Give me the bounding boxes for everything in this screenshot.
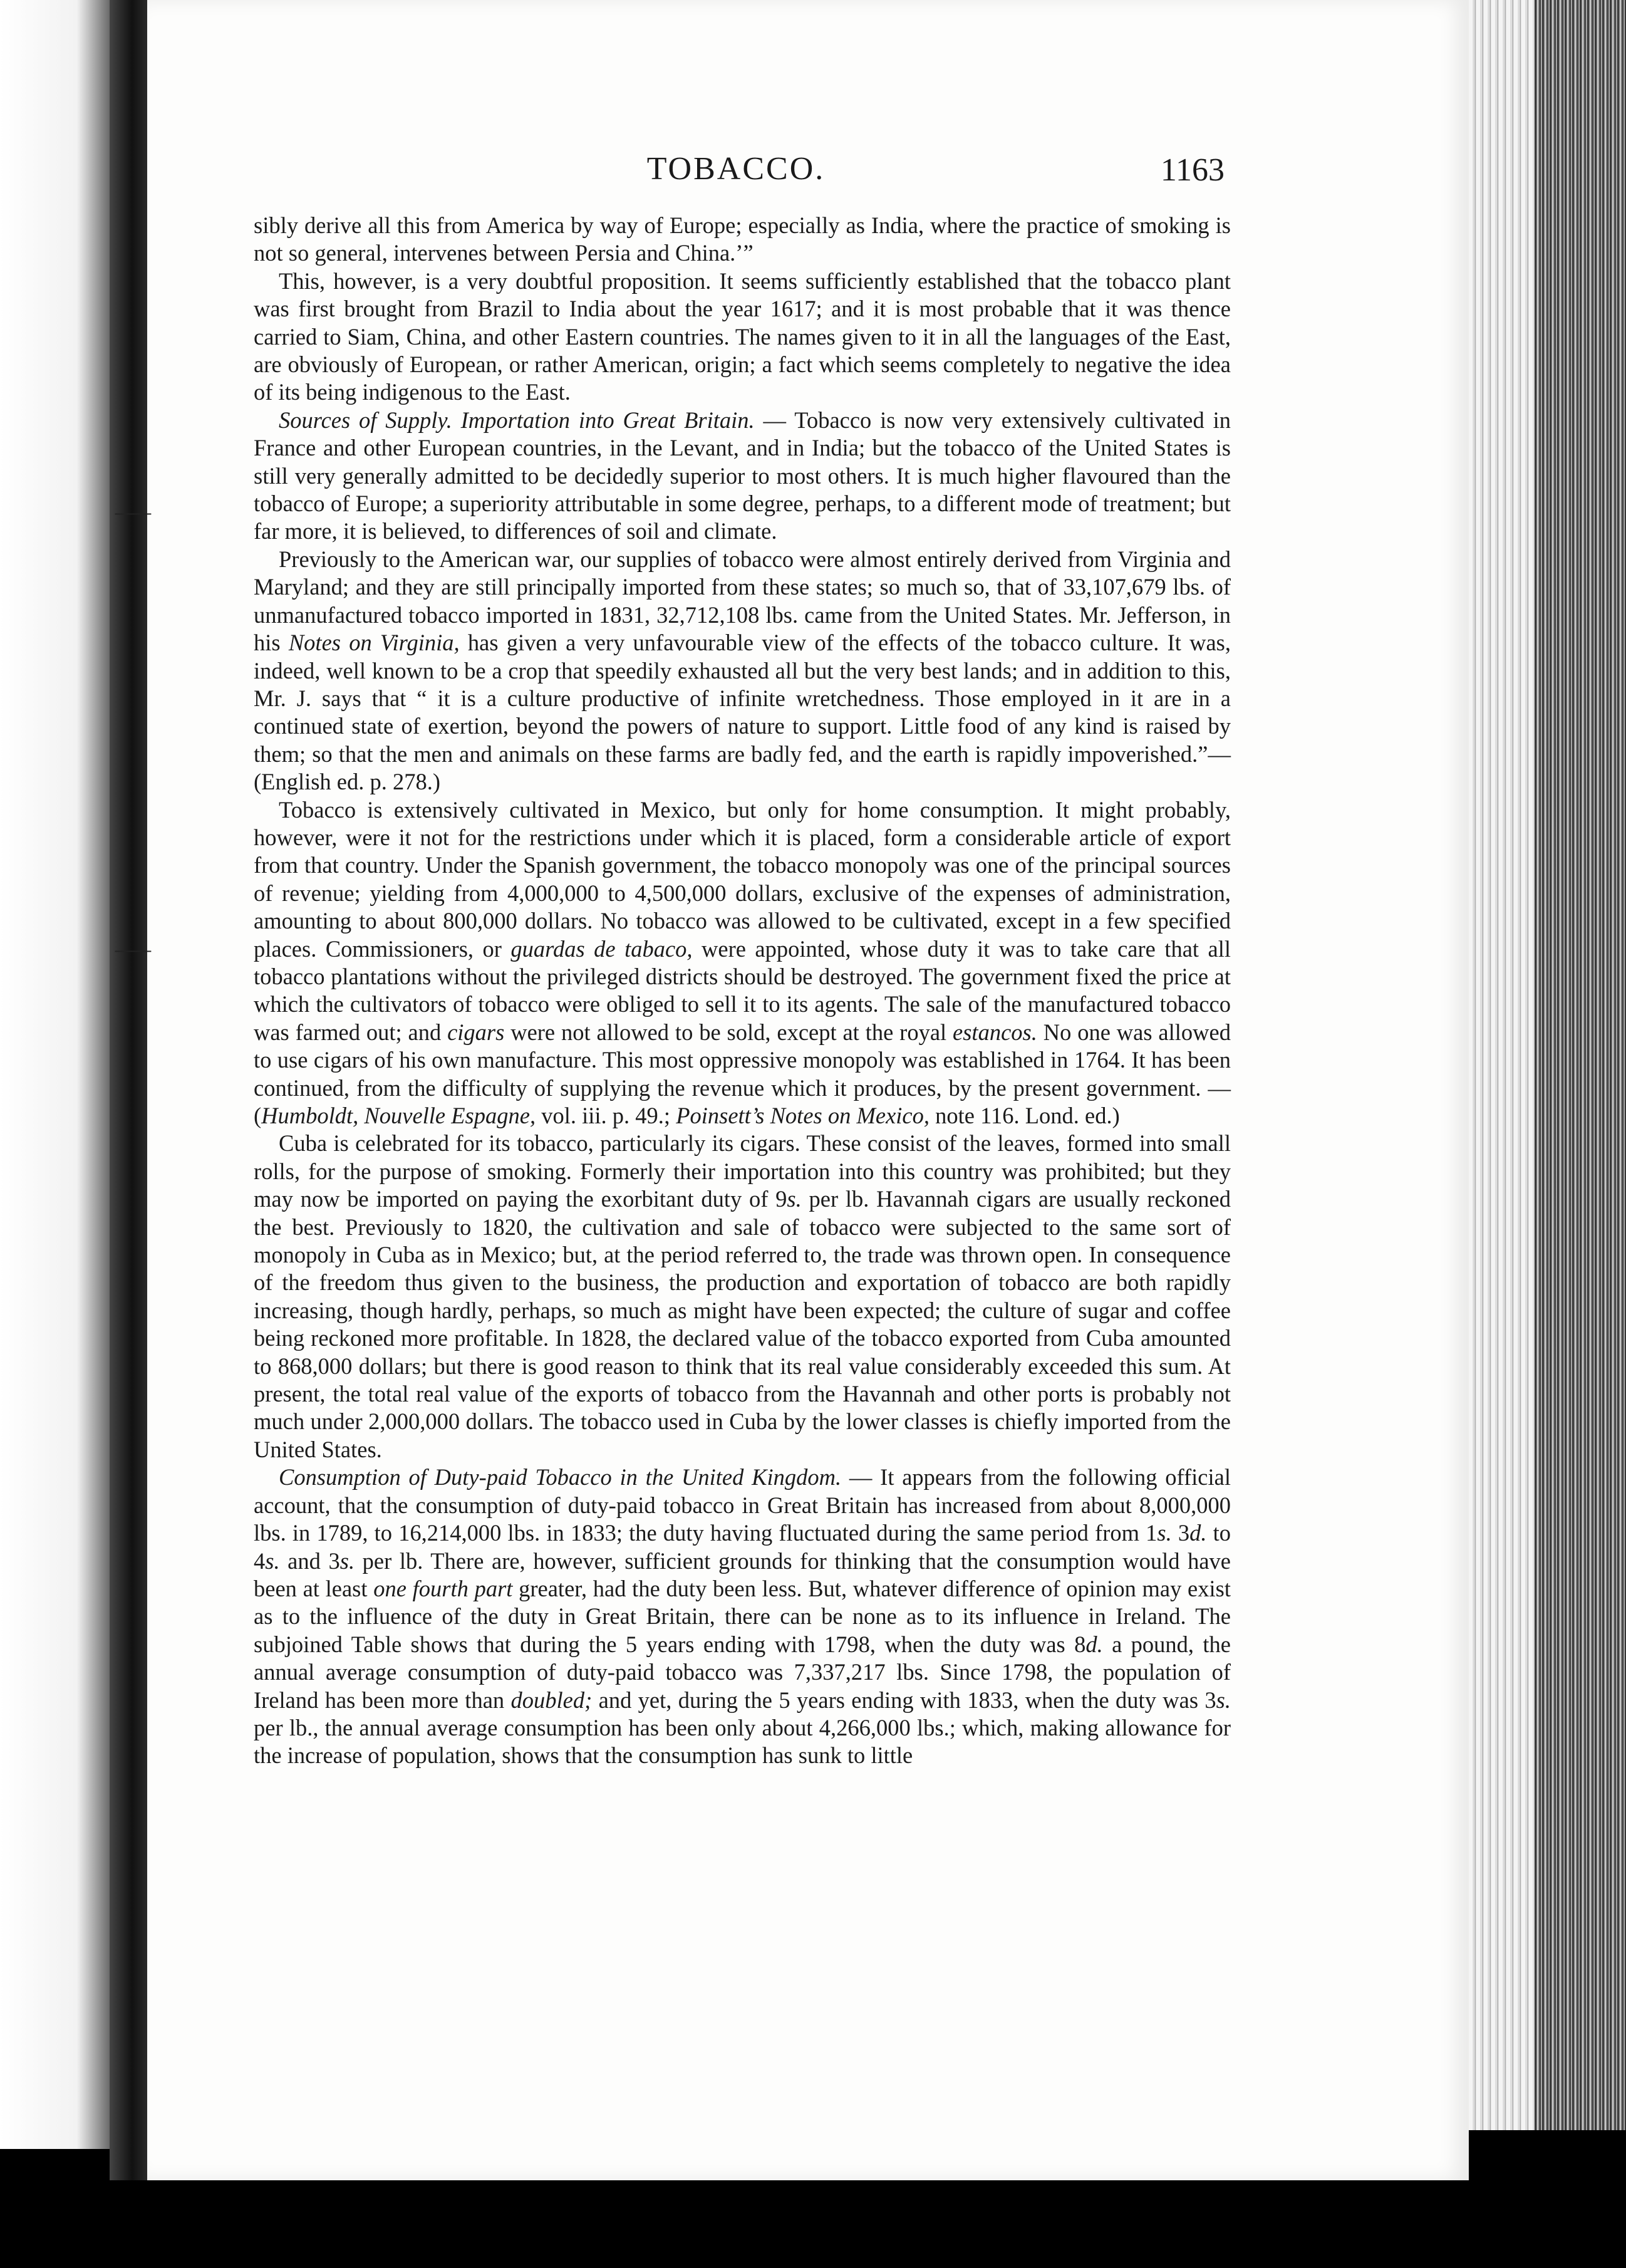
text-run: and 3: [279, 1548, 340, 1574]
italic-run: doubled;: [510, 1687, 593, 1713]
text-run: Cuba is celebrated for its tobacco, particularly its cigars. These consist of the leaves, formed into small rolls, for the purpose of smoking. Formerly their importation into this country was prohibited; but they may now be imported on paying the exorbitant duty of 9: [254, 1130, 1231, 1212]
text-run: This, however, is a very doubtful proposition. It seems sufficiently established that the tobacco plant was first brought from Brazil to India about the year 1617; and it is most probable that it was thence carried to Siam, China, and other Eastern countries. The names given to it in all the languages of the East, are obviously of European, or rather American, origin; a fact which seems completely to negative the idea of its being indigenous to the East.: [254, 268, 1231, 405]
italic-run: estancos.: [953, 1019, 1037, 1045]
italic-run: s.: [339, 1548, 355, 1574]
text-run: Tobacco is extensively cultivated in Mexico, but only for home consumption. It might probably, however, were it not for the restrictions under which it is placed, form a considerable article of export from that country. Under the Spanish government, the tobacco monopoly was one of the principal sources of revenue; yielding from 4,000,000 to 4,500,000 dollars, exclusive of the expenses of administration, amounting to about 800,000 dollars. No tobacco was allowed to be cultivated, except in a few specified places. Commissioners, or: [254, 796, 1231, 962]
italic-run: Notes on Virginia,: [288, 630, 460, 656]
italic-run: cigars: [447, 1019, 505, 1045]
page-number: 1163: [1160, 152, 1225, 188]
italic-run: d.: [1189, 1520, 1207, 1546]
paragraph: [254, 268, 1231, 407]
page-fore-edge-shadow: [1535, 0, 1626, 2130]
italic-run: Sources of Supply. Importation into Great Britain.: [279, 407, 755, 433]
italic-run: guardas de tabaco,: [510, 935, 693, 962]
italic-run: Humboldt, Nouvelle Espagne,: [261, 1103, 536, 1128]
book-gutter: [110, 0, 147, 2180]
italic-run: s.: [1216, 1687, 1231, 1713]
margin-tick-mark: ⸺: [114, 937, 152, 962]
text-run: greater, had the duty been less. But, whatever difference of opinion may exist as to the influence of the duty in Great Britain, there can be none as to its influence in Ireland. The subjoined Table shows that during the 5 years ending with 1798, when the duty was 8: [254, 1575, 1231, 1657]
text-run: per lb., the annual average consumption has been only about 4,266,000 lbs.; which, making allowance for the increase of population, shows that the consumption has sunk to little: [254, 1714, 1231, 1769]
text-run: were not allowed to be sold, except at the royal: [504, 1019, 953, 1045]
text-run: note 116. Lond. ed.): [930, 1103, 1120, 1128]
text-run: No one was allowed to use cigars of his own manufacture. This most oppressive monopoly was established in 1764. It has been continued, from the difficulty of supplying the revenue which it produces, by the present government. — (: [254, 1019, 1231, 1128]
page-header: [247, 150, 1225, 200]
text-run: — Tobacco is now very extensively cultivated in France and other European countries, in the Levant, and in India; but the tobacco of the United States is still very generally admitted to be decidedly superior to most others. It is much higher flavoured than the tobacco of Europe; a superiority attributable in some degree, perhaps, to a different mode of treatment; but far more, it is believed, to differences of soil and climate.: [254, 407, 1231, 544]
paragraph: [254, 212, 1231, 268]
italic-run: d.: [1085, 1631, 1103, 1657]
text-run: has given a very unfavourable view of the effects of the tobacco culture. It was, indeed, well known to be a crop that speedily exhausted all but the very best lands; and in addition to this, Mr. J. says that “ it is a culture productive of infinite wretchedness. Those employed in it are in a continued state of exertion, beyond the powers of nature to support. Little food of any kind is raised by them; so that the men and animals on these farms are badly fed, and the earth is rapidly impoverished.”— (English ed. p. 278.): [254, 630, 1231, 795]
text-run: Previously to the American war, our supplies of tobacco were almost entirely derived from Virginia and Maryland; and they are still principally imported from these states; so much so, that of 33,107,679 lbs. of unmanufactured tobacco imported in 1831, 32,712,108 lbs. came from the United States. Mr. Jefferson, in his: [254, 546, 1231, 656]
text-run: sibly derive all this from America by way of Europe; especially as India, where the practice of smoking is not so general, intervenes between Persia and China.’”: [254, 212, 1231, 266]
italic-run: Consumption of Duty-paid Tobacco in the United Kingdom.: [279, 1464, 842, 1490]
paragraph: [254, 407, 1231, 546]
body-text: [254, 212, 1231, 1770]
text-run: and yet, during the 5 years ending with 1833, when the duty was 3: [592, 1687, 1216, 1713]
text-run: per lb. Havannah cigars are usually reckoned the best. Previously to 1820, the cultivation and sale of tobacco were subjected to the same sort of monopoly in Cuba as in Mexico; but, at the period referred to, the trade was thrown open. In consequence of the freedom thus given to the business, the production and exportation of tobacco are both rapidly increasing, though hardly, perhaps, so much as might have been expected; the culture of sugar and coffee being reckoned more profitable. In 1828, the declared value of the tobacco exported from Cuba amounted to 868,000 dollars; but there is good reason to think that its real value considerably exceeded this sum. At present, the total real value of the exports of tobacco from the Havannah and other ports is probably not much under 2,000,000 dollars. The tobacco used in Cuba by the lower classes is chiefly imported from the United States.: [254, 1186, 1231, 1462]
italic-run: Poinsett’s Notes on Mexico,: [676, 1103, 930, 1128]
text-run: per lb. There are, however, sufficient grounds for thinking that the consumption would have been at least: [254, 1548, 1231, 1601]
facing-page-edge: [0, 0, 110, 2149]
text-run: were appointed, whose duty it was to take care that all tobacco plantations without the privileged districts should be destroyed. The government fixed the price at which the cultivators of tobacco were obliged to sell it to its agents. The sale of the manufactured tobacco was farmed out; and: [254, 935, 1231, 1045]
text-run: to 4: [254, 1520, 1231, 1574]
italic-run: s.: [787, 1186, 802, 1212]
running-head: TOBACCO.: [646, 151, 826, 187]
text-run: — It appears from the following official account, that the consumption of duty-paid tobacco in Great Britain has increased from about 8,000,000 lbs. in 1789, to 16,214,000 lbs. in 1833; the duty having fluctuated during the same period from 1: [254, 1464, 1231, 1546]
italic-run: s.: [1157, 1520, 1172, 1546]
text-run: 3: [1171, 1520, 1190, 1546]
paragraph: [254, 1130, 1231, 1464]
italic-run: one fourth part: [373, 1575, 513, 1601]
paragraph: [254, 1464, 1231, 1769]
margin-tick-mark: ⸺: [114, 500, 152, 525]
paragraph: [254, 796, 1231, 1130]
paragraph: [254, 546, 1231, 796]
text-run: vol. iii. p. 49.;: [536, 1103, 676, 1128]
text-run: a pound, the annual average consumption of duty-paid tobacco was 7,337,217 lbs. Since 1798, the population of Ireland has been more than: [254, 1631, 1231, 1713]
italic-run: s.: [265, 1548, 280, 1574]
